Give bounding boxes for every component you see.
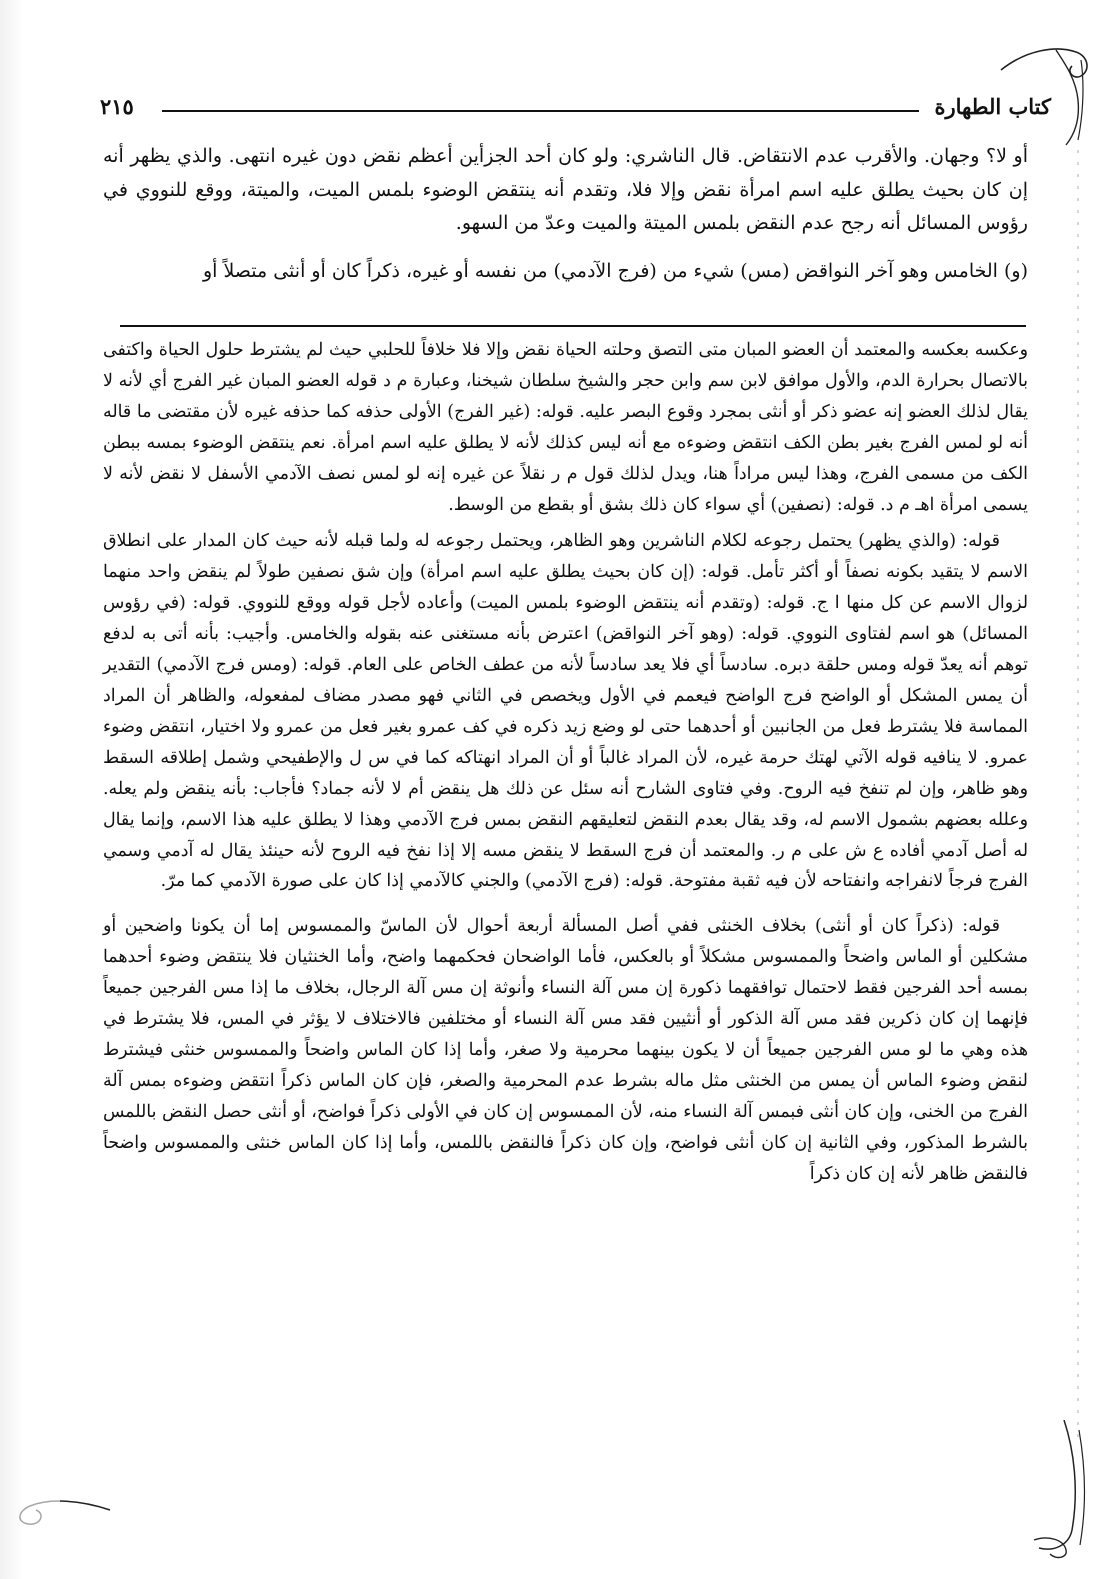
commentary-paragraph-1: وعكسه بعكسه والمعتمد أن العضو المبان متى التصق وحلته الحياة نقض وإلا فلا خلافاً للحلبي حيث لم يشترط حلول الحياة واكتفى بالاتصال بحرارة الدم، والأول موافق لابن سم وابن حجر والشيخ سلطان شيخنا، وعبارة م د قوله العضو المبان غير الفرج أي لأنه لا يقال لذلك العضو إنه عضو ذكر أو أنثى بمجرد وقوع البصر عليه. قوله: (غير الفرج) الأولى حذفه كما حذفه غيره لأن مقتضى ما قاله أنه لو لمس الفرج بغير بطن الكف انتقض وضوءه مع أنه ليس كذلك لأنه لا يطلق عليه اسم امرأة. نعم ينتقض الوضوء بمسه ببطن الكف من مسمى الفرج، وهذا ليس مراداً هنا، ويدل لذلك قول م ر نقلاً عن غيره إنه لو لمس نصف الآدمي الأسفل لا نقض لأنه لا يسمى امرأة اهـ م د. قوله: (نصفين) أي سواء كان ذلك بشق أو بقطع من الوسط.: [103, 340, 1028, 515]
main-paragraph-1: أو لا؟ وجهان. والأقرب عدم الانتقاض. قال الناشري: ولو كان أحد الجزأين أعظم نقض دون غيره انتهى. والذي يظهر أنه إن كان بحيث يطلق عليه اسم امرأة نقض وإلا فلا، وتقدم أنه ينتقض الوضوء بلمس الميت، والميتة، ووقع للنووي في رؤوس المسائل أنه رجح عدم النقض بلمس الميتة والميت وعدّ من السهو.: [103, 145, 1028, 234]
right-border-scroll-icon: [1068, 150, 1088, 1440]
commentary: [103, 335, 1028, 1189]
header-rule: [162, 110, 919, 112]
commentary-paragraph-3: قوله: (ذكراً كان أو أنثى) بخلاف الخنثى ففي أصل المسألة أربعة أحوال لأن الماسّ والممسوس إما أن يكونا واضحين أو مشكلين أو الماس واضحاً والممسوس مشكلاً أو بالعكس، فأما الواضحان فحكمهما واضح، وأما الخنثيان فلا ينتقض وضوء أحدهما بمسه أحد الفرجين فقط لاحتمال توافقهما ذكورة إن مس آلة النساء وأنوثة إن مس آلة الرجال، بخلاف ما إذا مس الفرجين جميعاً فإنهما إن كان ذكرين فقد مس آلة الذكور أو أنثيين فقد مس آلة النساء أو مختلفين فالاختلاف لا يؤثر في المس، فلا يشترط في هذه وهي ما لو مس الفرجين جميعاً أن لا يكون بينهما محرمية ولا صغر، وأما إذا كان الماس واضحاً والممسوس خنثى فيشترط لنقض وضوء الماس أن يمس من الخنثى مثل ماله بشرط عدم المحرمية والصغر، فإن كان الماس ذكراً انتقض وضوءه بمس آلة الفرج من الخنى، وإن كان أنثى فبمس آلة النساء منه، لأن الممسوس إن كان في الأولى ذكراً فواضح، أو أنثى حصل النقض باللمس بالشرط المذكور، وفي الثانية إن كان أنثى فواضح، وإن كان ذكراً فالنقض باللمس، وأما إذا كان الماس خنثى والممسوس واضحاً فالنقض ظاهر لأنه إن كان ذكراً: [103, 916, 1028, 1184]
main-text: [103, 140, 1028, 302]
commentary-paragraph-2: قوله: (والذي يظهر) يحتمل رجوعه لكلام الناشرين وهو الظاهر، ويحتمل رجوعه له ولما قبله لأنه حيث كان المدار على انطلاق الاسم لا يتقيد بكونه نصفاً أو أكثر تأمل. قوله: (إن كان بحيث يطلق عليه اسم امرأة) وإن شق نصفين طولاً لم ينقض واحد منهما لزوال الاسم عن كل منها ا ج. قوله: (وتقدم أنه ينتقض الوضوء بلمس الميت) وأعاده لأجل قوله ووقع للنووي. قوله: (في رؤوس المسائل) هو اسم لفتاوى النووي. قوله: (وهو آخر النواقض) اعترض بأنه مستغنى عنه بقوله والخامس. وأجيب: بأنه أتى به لدفع توهم أنه يعدّ قوله ومس حلقة دبره. سادساً أي فلا يعد سادساً لأنه من عطف الخاص على العام. قوله: (ومس فرج الآدمي) التقدير أن يمس المشكل أو الواضح فرج الواضح فيعمم في الأول ويخصص في الثاني فهو مصدر مضاف لمفعوله، والظاهر أن المراد المماسة فلا يشترط فعل من الجانبين أو أحدهما حتى لو وضع زيد ذكره في كف عمرو بغير فعل من عمرو ولا اختيار، انتقض وضوء عمرو. لا ينافيه قوله الآتي لهتك حرمة غيره، لأن المراد غالباً أو أن المراد انهتاكه كما في س ل والإطفيحي وشمل إطلاقه السقط وهو ظاهر، وإن لم تنفخ فيه الروح. وفي فتاوى الشارح أنه سئل عن ذلك هل ينقض أم لا لأنه جماد؟ فأجاب: بأنه ينقض ولم يعله. وعلله بعضهم بشمول الاسم له، وقد يقال بعدم النقض لتعليقهم النقض بمس فرج الآدمي وهذا لا يطلق عليه هذا الاسم، وإنما يقال له أصل آدمي أفاده ع ش على م ر. والمعتمد أن فرج السقط لا ينقض مسه إلا إذا نفخ فيه الروح لأنه حينئذ يقال له آدمي وسمي الفرج فرجاً لانفراجه وانفتاحه لأن فيه ثقبة مفتوحة. قوله: (فرج الآدمي) والجني كالآدمي إذا كان على صورة الآدمي كما مرّ.: [103, 531, 1028, 892]
main-paragraph-2: (و) الخامس وهو آخر النواقض (مس) شيء من (فرج الآدمي) من نفسه أو غيره، ذكراً كان أو أنثى متصلاً أو: [202, 259, 1028, 282]
commentary-divider: [120, 325, 1026, 327]
bottom-right-ornament-icon: [994, 1420, 1094, 1560]
left-page-edge-shadow: [0, 0, 60, 1579]
running-head: [100, 94, 1051, 126]
chapter-title: كتاب الطهارة: [934, 94, 1051, 119]
page-number: ٢١٥: [100, 94, 134, 119]
